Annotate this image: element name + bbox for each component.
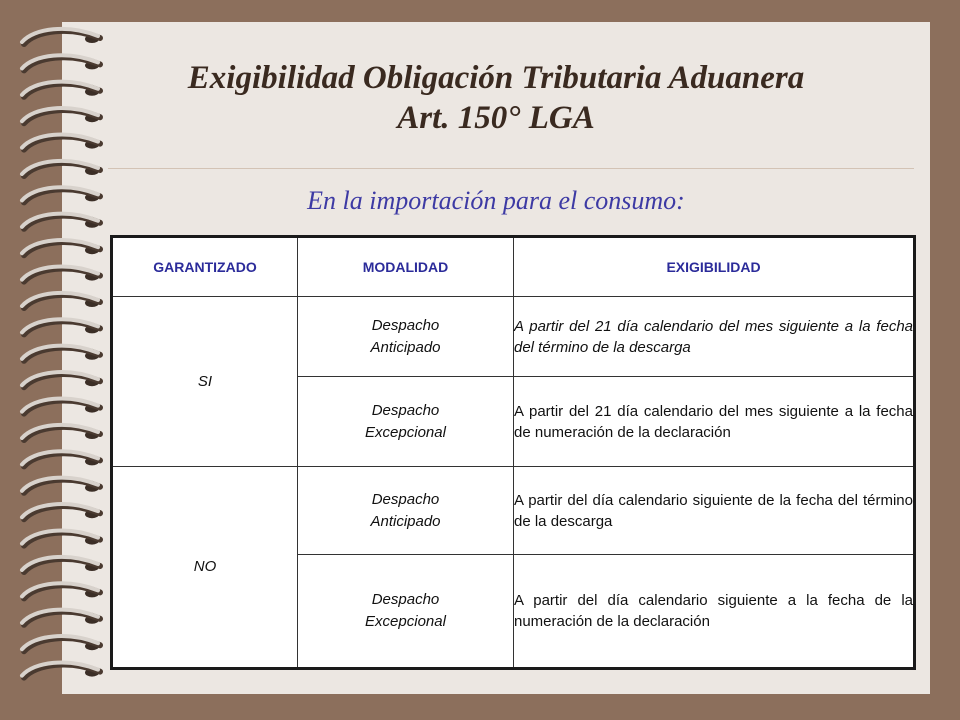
slide-subtitle: En la importación para el consumo: [307,186,685,215]
header-exigibilidad: EXIGIBILIDAD [514,237,915,297]
binding-ring [22,610,100,625]
modalidad-line: Despacho [371,490,440,508]
binding-ring [22,293,100,308]
modalidad-cell [298,555,514,669]
header-garantizado: GARANTIZADO [112,237,298,297]
binding-ring [22,266,100,281]
binding-ring [22,319,100,334]
binding-ring [22,583,100,598]
table-header-row [112,237,915,297]
binding-ring [22,425,100,440]
binding-ring [22,557,100,572]
garantizado-cell: SI [112,297,298,467]
slide-title [62,58,930,138]
binding-ring [22,478,100,493]
exigibilidad-cell: A partir del día calendario siguiente a la fecha de la numeración de la declaración [514,555,915,669]
header-modalidad: MODALIDAD [298,237,514,297]
modalidad-line: Anticipado [370,512,441,530]
modalidad-cell [298,297,514,377]
table-row [112,297,915,377]
binding-ring [22,662,100,677]
garantizado-cell: NO [112,467,298,669]
modalidad-line: Excepcional [365,423,446,441]
binding-ring [22,372,100,387]
title-line-1: Exigibilidad Obligación Tributaria Aduanera [187,60,805,96]
title-line-2: Art. 150° LGA [397,100,595,136]
exigibilidad-cell: A partir del 21 día calendario del mes siguiente a la fecha del término de la descarga [514,297,915,377]
binding-ring [22,451,100,466]
modalidad-line: Despacho [371,316,440,334]
binding-ring [22,240,100,255]
modalidad-line: Despacho [371,591,440,608]
table-row [112,467,915,555]
binding-ring [22,161,100,176]
title-divider [108,168,914,169]
modalidad-cell [298,377,514,467]
binding-ring [22,29,100,44]
modalidad-line: Excepcional [365,613,446,630]
exigibilidad-cell: A partir del día calendario siguiente de la fecha del término de la descarga [514,467,915,555]
binding-ring [22,504,100,519]
exigibility-table [110,235,916,670]
modalidad-line: Anticipado [370,338,441,356]
binding-ring [22,636,100,651]
modalidad-cell [298,467,514,555]
binding-ring [22,346,100,361]
modalidad-line: Despacho [371,401,440,419]
binding-ring [22,398,100,413]
exigibilidad-cell: A partir del 21 día calendario del mes siguiente a la fecha de numeración de la declaración [514,377,915,467]
binding-ring [22,530,100,545]
